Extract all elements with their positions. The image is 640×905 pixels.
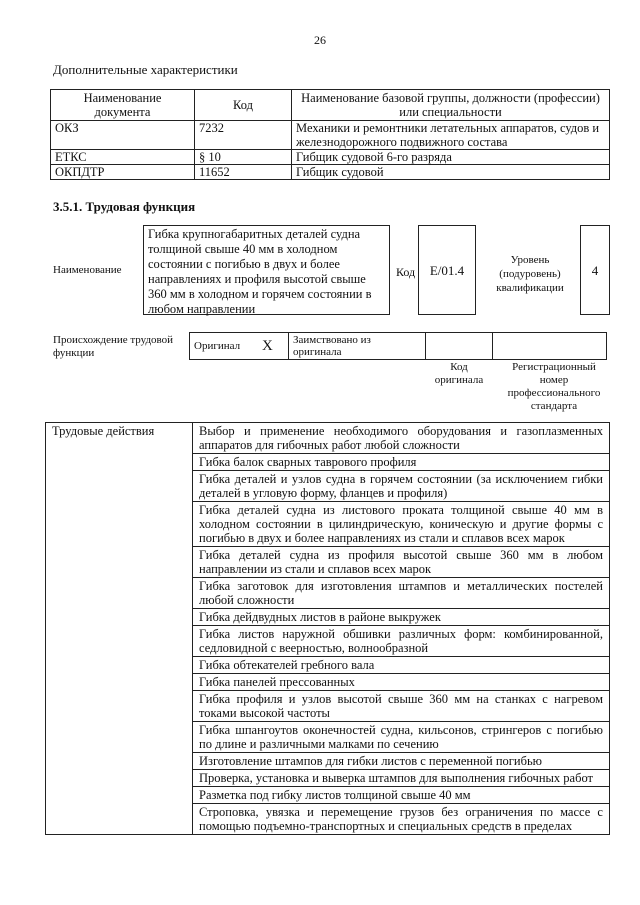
function-code-label: Код [396, 265, 416, 279]
additional-characteristics-heading: Дополнительные характеристики [53, 62, 238, 77]
qualification-level-value: 4 [580, 225, 610, 315]
labor-action-item: Выбор и применение необходимого оборудования и газоплазменных аппаратов для гибочных работ любой сложности [193, 423, 610, 454]
origin-code-cell [426, 333, 493, 360]
labor-action-item: Гибка шпангоутов оконечностей судна, кильсонов, стрингеров с погибью по длине и различными малками по сечению [193, 722, 610, 753]
labor-action-item: Гибка заготовок для изготовления штампов и металлических постелей любой сложности [193, 578, 610, 609]
table-row [51, 150, 610, 165]
function-name-value: Гибка крупногабаритных деталей судна толщиной свыше 40 мм в холодном состоянии с погибью в двух и более направлениях и профиля высотой свыше 360 мм в холодном и горячем состоянии в любом направлении [143, 225, 390, 315]
function-name-label: Наименование [53, 264, 122, 276]
labor-action-item: Гибка профиля и узлов высотой свыше 360 мм на станках с нагревом токами высокой частоты [193, 691, 610, 722]
labor-action-item: Гибка обтекателей гребного вала [193, 657, 610, 674]
labor-action-item: Гибка балок сварных таврового профиля [193, 454, 610, 471]
column-header-code: Код [195, 90, 292, 121]
origin-code-caption: Код оригинала [434, 361, 484, 386]
column-header-group-name: Наименование базовой группы, должности (профессии) или специальности [292, 90, 610, 121]
cell-document: ЕТКС [51, 150, 195, 165]
table-row [51, 121, 610, 150]
registration-number-caption: Регистрационный номер профессионального стандарта [507, 361, 601, 412]
labor-function-title: 3.5.1. Трудовая функция [53, 199, 196, 214]
page-number: 26 [314, 33, 326, 47]
registration-number-cell [493, 333, 607, 360]
table-row [46, 423, 610, 454]
borrowed-label: Заимствовано из оригинала [289, 333, 426, 360]
labor-action-item: Разметка под гибку листов толщиной свыше 40 мм [193, 787, 610, 804]
original-mark: X [258, 333, 289, 360]
labor-action-item: Гибка листов наружной обшивки различных форм: комбинированной, седловидной с веерностью, волнообразной [193, 626, 610, 657]
cell-code: § 10 [195, 150, 292, 165]
cell-code: 7232 [195, 121, 292, 150]
additional-characteristics-table [50, 89, 610, 180]
labor-action-item: Проверка, установка и выверка штампов для выполнения гибочных работ [193, 770, 610, 787]
function-origin-table [189, 332, 607, 360]
table-row [190, 333, 607, 360]
labor-action-item: Гибка деталей судна из листового проката толщиной свыше 40 мм в холодном состоянии в цилиндрическую, коническую и другие формы с погибью в двух и более направлениях из стали и сплавов всех марок [193, 502, 610, 547]
labor-action-item: Гибка дейдвудных листов в районе выкружек [193, 609, 610, 626]
cell-code: 11652 [195, 165, 292, 180]
labor-action-item: Строповка, увязка и перемещение грузов без ограничения по массе с помощью подъемно-транспортных и специальных средств в пределах [193, 804, 610, 835]
table-header-row [51, 90, 610, 121]
table-row [51, 165, 610, 180]
function-code-value: E/01.4 [418, 225, 476, 315]
function-origin-label: Происхождение трудовой функции [53, 334, 174, 359]
labor-action-item: Гибка панелей прессованных [193, 674, 610, 691]
cell-document: ОКЗ [51, 121, 195, 150]
cell-name: Гибщик судовой 6-го разряда [292, 150, 610, 165]
column-header-document: Наименование документа [51, 90, 195, 121]
cell-name: Механики и ремонтники летательных аппаратов, судов и железнодорожного подвижного состава [292, 121, 610, 150]
cell-name: Гибщик судовой [292, 165, 610, 180]
labor-action-item: Гибка деталей и узлов судна в горячем состоянии (за исключением гибки деталей в угловую форму, фланцев и профиля) [193, 471, 610, 502]
labor-action-item: Изготовление штампов для гибки листов с переменной погибью [193, 753, 610, 770]
original-label: Оригинал [190, 333, 259, 360]
qualification-level-label: Уровень (подуровень) квалификации [496, 254, 564, 294]
labor-actions-heading: Трудовые действия [46, 423, 193, 835]
labor-actions-table [45, 422, 610, 835]
cell-document: ОКПДТР [51, 165, 195, 180]
labor-action-item: Гибка деталей судна из профиля высотой свыше 360 мм в любом направлении из стали и сплавов всех марок [193, 547, 610, 578]
